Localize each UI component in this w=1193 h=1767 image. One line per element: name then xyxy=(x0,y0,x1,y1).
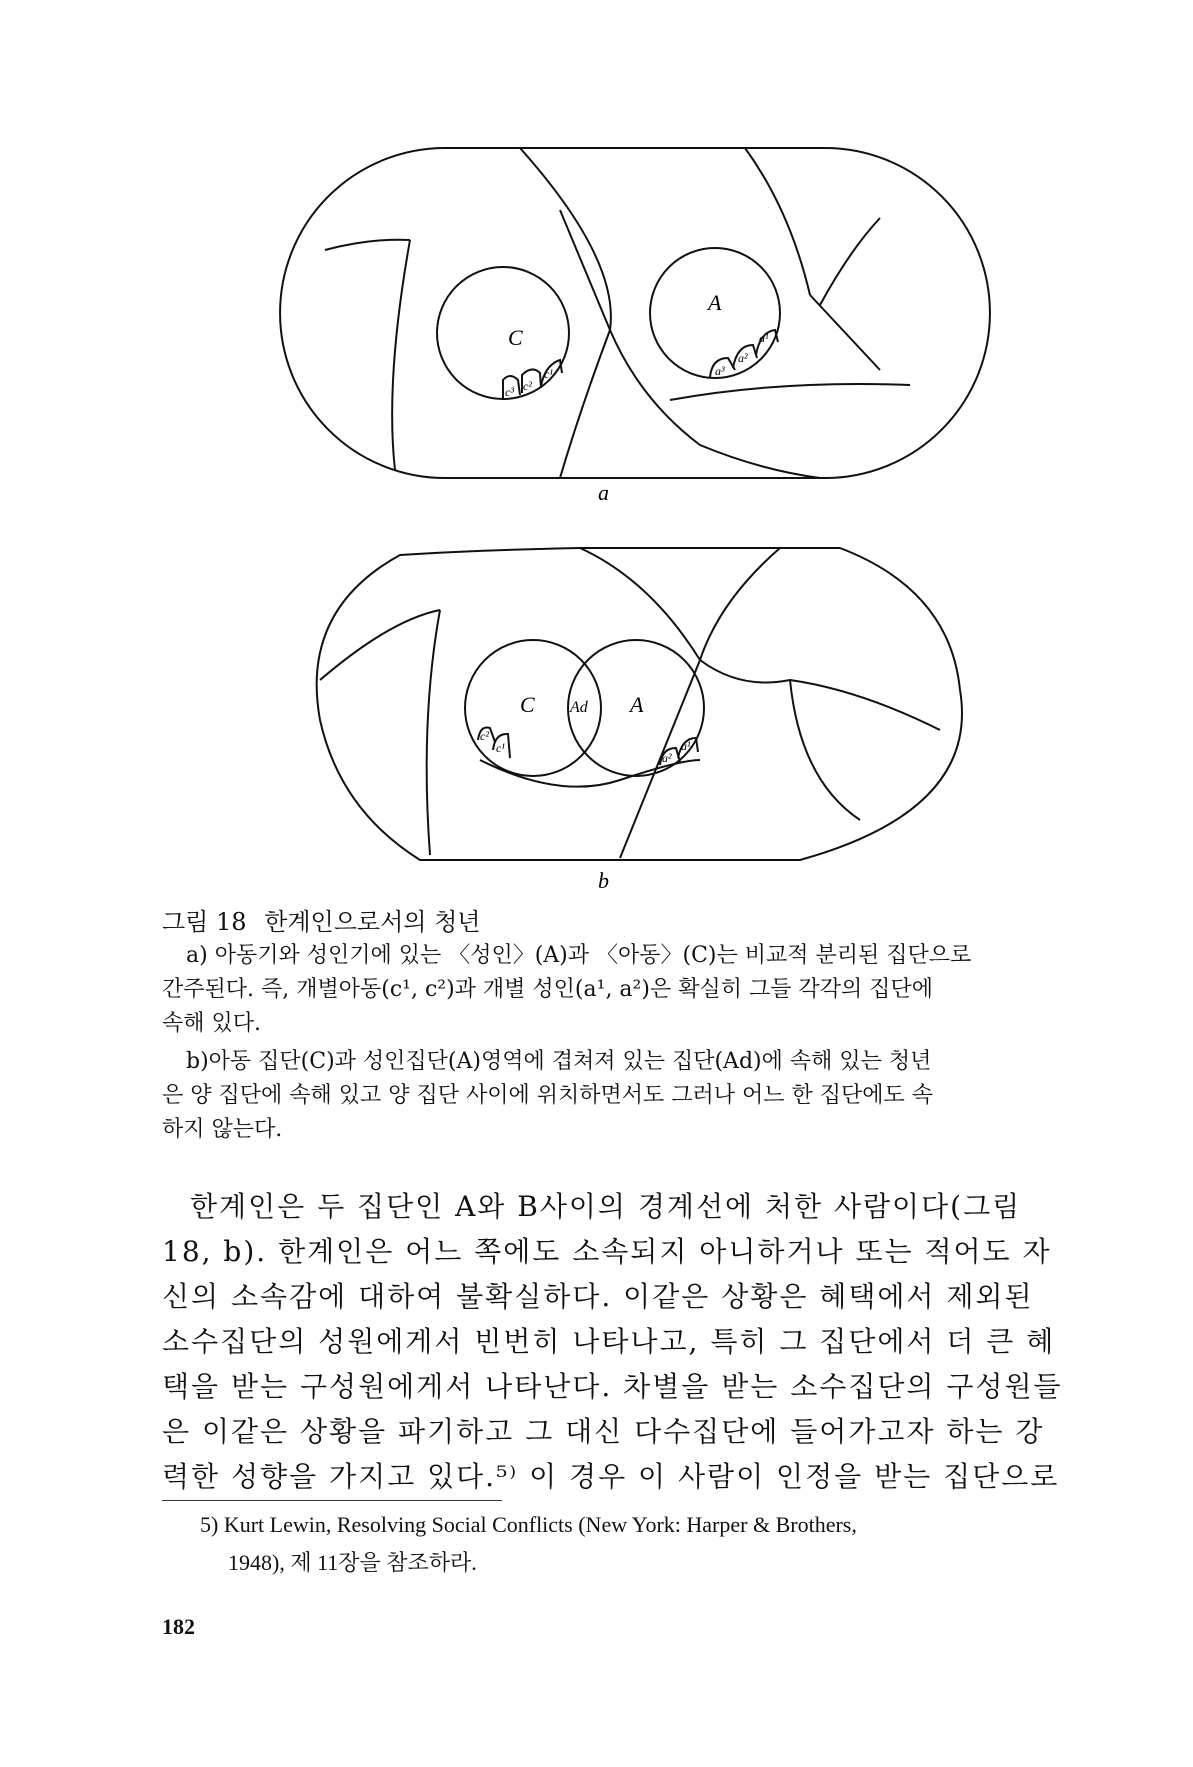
caption-line: b)아동 집단(C)과 성인집단(A)영역에 겹쳐져 있는 집단(Ad)에 속해 있는 청년 xyxy=(186,1049,932,1074)
figure-number: 그림 18 xyxy=(162,908,247,936)
panel-b-label: b xyxy=(598,868,609,893)
caption-line: 속해 있다. xyxy=(162,1011,261,1036)
label-c2-panel-a: c² xyxy=(523,379,532,393)
body-line: 택을 받는 구성원에게서 나타난다. 차별을 받는 소수집단의 구성원들 xyxy=(162,1370,1063,1403)
label-c-panel-b: C xyxy=(520,692,535,717)
label-c1-panel-b: c¹ xyxy=(496,741,505,755)
body-line: 은 이같은 상황을 파기하고 그 대신 다수집단에 들어가고자 하는 강 xyxy=(162,1415,1045,1448)
label-a2-panel-a: a² xyxy=(738,351,748,365)
caption-line: 하지 않는다. xyxy=(162,1117,283,1142)
caption-line: 간주된다. 즉, 개별아동(c¹, c²)과 개별 성인(a¹, a²)은 확실히 그들 각각의 집단에 xyxy=(162,977,933,1002)
label-a2-panel-b: a² xyxy=(662,751,672,765)
label-a-panel-b: A xyxy=(630,692,644,717)
page-number: 182 xyxy=(162,1614,195,1639)
label-a1-panel-a: a¹ xyxy=(759,331,769,345)
figure-caption-title xyxy=(162,902,480,937)
footnote-line: 1948), 제 11장을 참조하라. xyxy=(228,1550,477,1575)
label-c1-panel-a: c¹ xyxy=(544,367,553,381)
caption-line: a) 아동기와 성인기에 있는 〈성인〉(A)과 〈아동〉(C)는 비교적 분리된 집단으로 xyxy=(186,943,972,968)
label-ad-panel-b: Ad xyxy=(570,699,588,716)
label-c2-panel-b: c² xyxy=(480,729,489,743)
label-a1-panel-b: a¹ xyxy=(681,739,691,753)
footnote-rule xyxy=(162,1500,502,1501)
label-a-panel-a: A xyxy=(708,290,722,315)
label-c3-panel-a: c³ xyxy=(505,385,514,399)
body-line: 신의 소속감에 대하여 불확실하다. 이같은 상황은 혜택에서 제외된 xyxy=(162,1280,1034,1313)
panel-a-label: a xyxy=(598,480,609,505)
body-line: 력한 성향을 가지고 있다.⁵⁾ 이 경우 이 사람이 인정을 받는 집단으로 xyxy=(162,1460,1060,1493)
figure-title: 한계인으로서의 청년 xyxy=(264,908,481,936)
body-line: 18, b). 한계인은 어느 쪽에도 소속되지 아니하거나 또는 적어도 자 xyxy=(162,1235,1052,1268)
body-line: 소수집단의 성원에게서 빈번히 나타나고, 특히 그 집단에서 더 큰 혜 xyxy=(162,1325,1056,1358)
label-a3-panel-a: a³ xyxy=(715,364,725,378)
label-c-panel-a: C xyxy=(508,325,523,350)
body-line: 한계인은 두 집단인 A와 B사이의 경계선에 처한 사람이다(그림 xyxy=(190,1190,1022,1223)
caption-line: 은 양 집단에 속해 있고 양 집단 사이에 위치하면서도 그러나 어느 한 집단에도 속 xyxy=(162,1083,933,1108)
footnote-line: 5) Kurt Lewin, Resolving Social Conflicts (New York: Harper & Brothers, xyxy=(200,1512,857,1537)
